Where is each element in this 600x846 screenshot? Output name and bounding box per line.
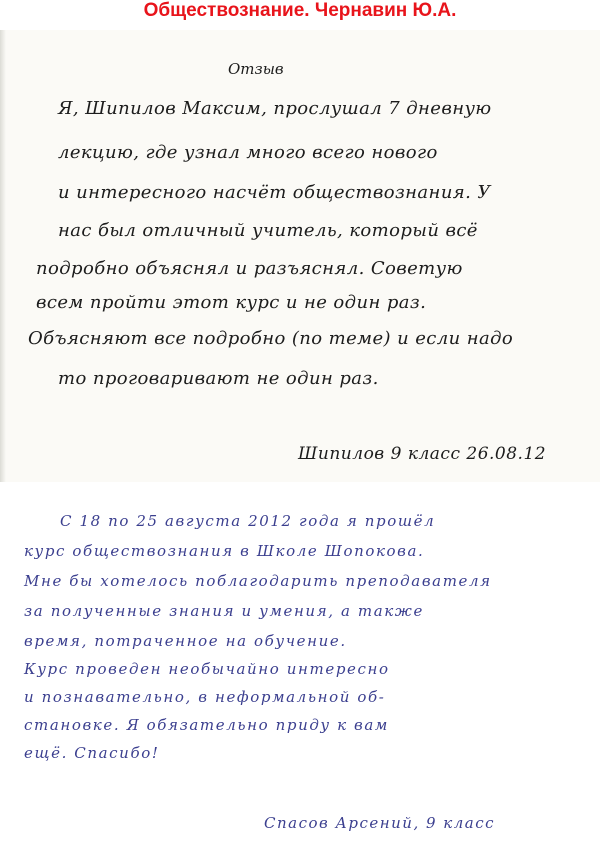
review-2-line: С 18 по 25 августа 2012 года я прошёл (60, 512, 436, 530)
review-2-line: и познавательно, в неформальной об- (24, 688, 386, 706)
review-2-line: Мне бы хотелось поблагодарить преподавателя (24, 572, 492, 590)
page-title: Обществознание. Чернавин Ю.А. (143, 0, 457, 21)
review-1-line: то проговаривают не один раз. (58, 368, 379, 389)
review-1-line: и интересного насчёт обществознания. У (58, 182, 491, 203)
review-2-line: ещё. Спасибо! (24, 744, 160, 762)
review-2-signature: Спасов Арсений, 9 класс (264, 814, 496, 832)
review-1-line: лекцию, где узнал много всего нового (58, 142, 438, 163)
review-2-line: курс обществознания в Школе Шопокова. (24, 542, 425, 560)
review-1-line: всем пройти этот курс и не один раз. (36, 292, 427, 313)
review-2-line: время, потраченное на обучение. (24, 632, 347, 650)
handwritten-review-1 (0, 30, 600, 482)
handwritten-review-2 (8, 488, 590, 846)
review-1-line: Объясняют все подробно (по теме) и если надо (28, 328, 514, 349)
review-2-line: за полученные знания и умения, а также (24, 602, 424, 620)
review-1-signature: Шипилов 9 класс 26.08.12 (298, 444, 547, 464)
review-2-line: Курс проведен необычайно интересно (24, 660, 390, 678)
review-1-line: подробно объяснял и разъяснял. Советую (36, 258, 463, 279)
review-1-line: Я, Шипилов Максим, прослушал 7 дневную (58, 98, 492, 119)
review-1-line: нас был отличный учитель, который всё (58, 220, 478, 241)
paper-edge (0, 30, 6, 482)
review-1-title: Отзыв (228, 60, 284, 78)
review-2-line: становке. Я обязательно приду к вам (24, 716, 389, 734)
